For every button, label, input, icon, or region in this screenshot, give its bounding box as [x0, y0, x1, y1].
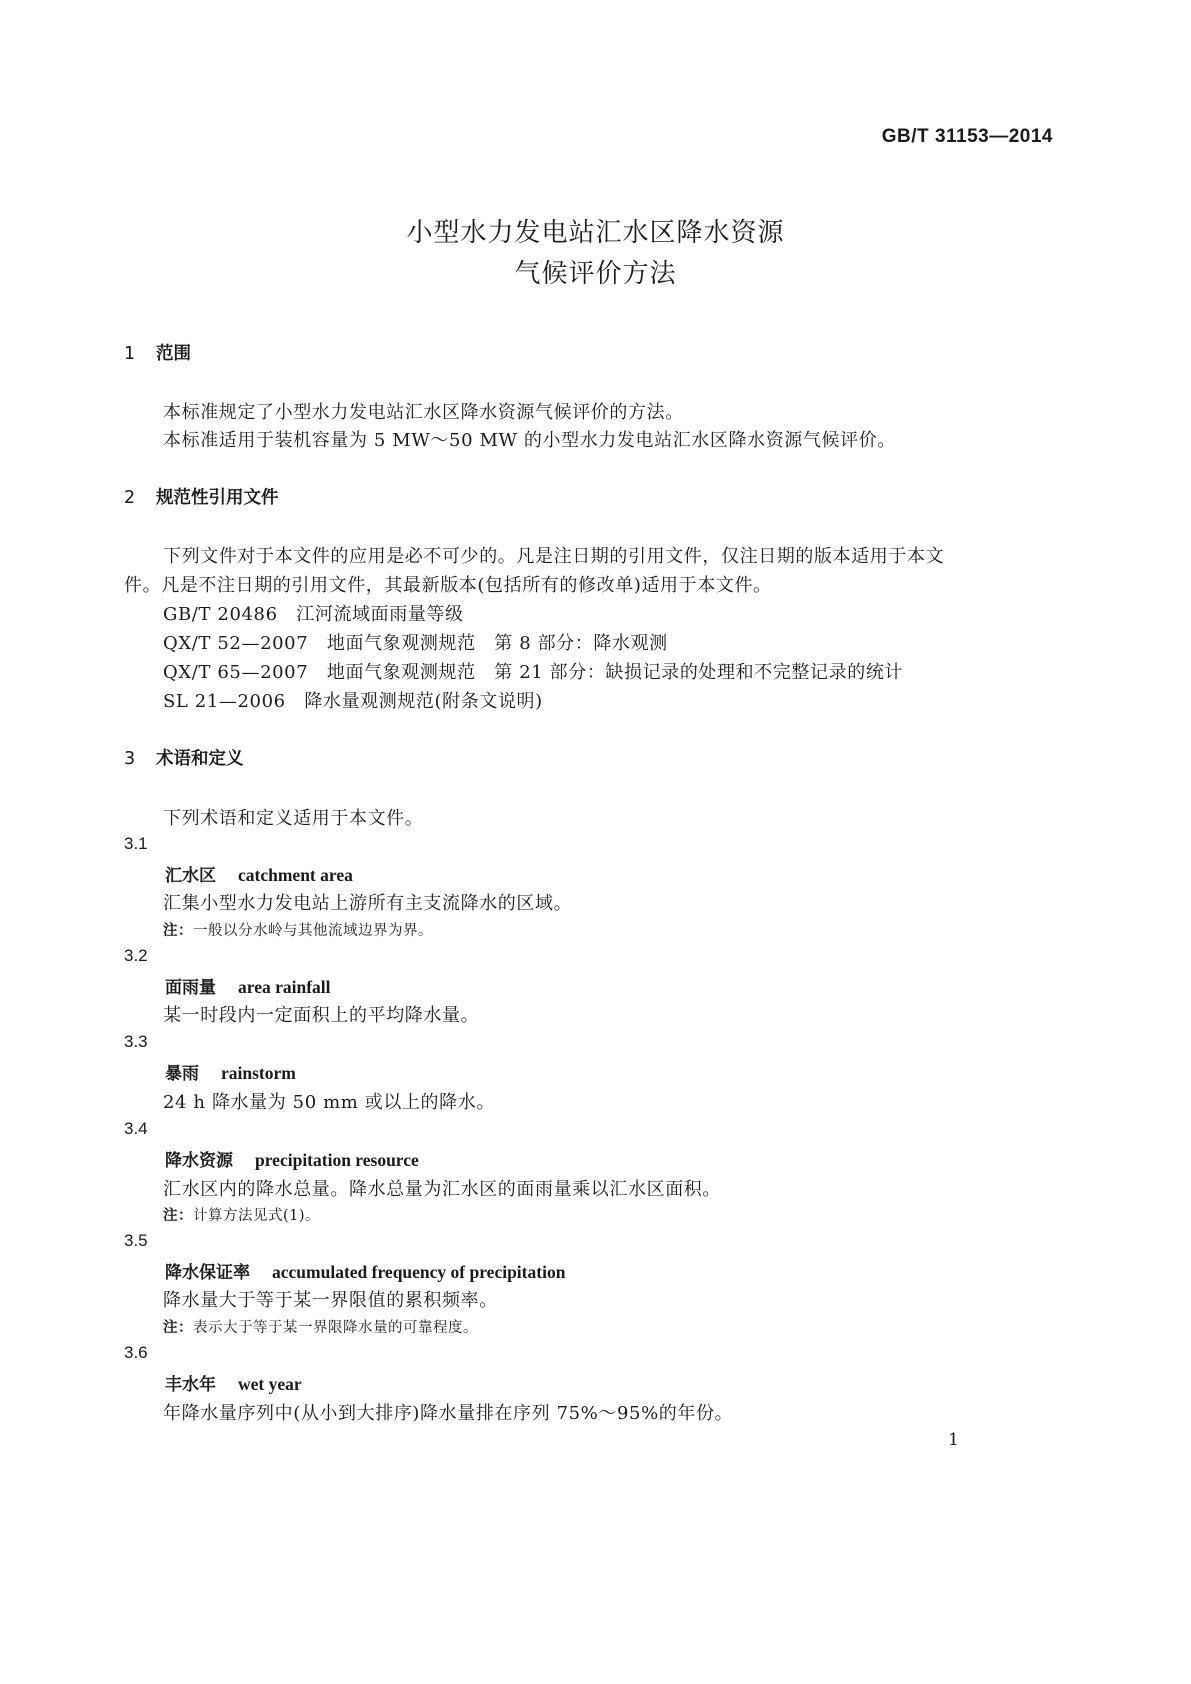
standard-code: GB/T 31153—2014 [881, 126, 1053, 147]
section-3-heading [124, 745, 244, 770]
paragraph: 下列文件对于本文件的应用是必不可少的。凡是注日期的引用文件，仅注日期的版本适用于本文 [163, 546, 945, 567]
note-text: 计算方法见式(1)。 [193, 1208, 321, 1224]
section-1-heading [124, 340, 191, 365]
paragraph: 下列术语和定义适用于本文件。 [163, 808, 424, 829]
note-label: 注： [163, 1208, 193, 1224]
term-zh: 降水保证率 [165, 1263, 250, 1283]
reference-item: QX/T 65—2007 地面气象观测规范 第 21 部分：缺损记录的处理和不完整记录的统计 [163, 662, 904, 683]
page-number: 1 [948, 1430, 959, 1450]
term-definition: 某一时段内一定面积上的平均降水量。 [163, 1005, 480, 1026]
term-zh: 面雨量 [165, 978, 216, 998]
document-title-line1: 小型水力发电站汇水区降水资源 [406, 218, 785, 248]
term-zh: 暴雨 [165, 1064, 199, 1084]
term-heading [165, 1146, 419, 1171]
reference-item: QX/T 52—2007 地面气象观测规范 第 8 部分：降水观测 [163, 633, 668, 654]
section-number: 2 [124, 488, 136, 508]
document-title-line2: 气候评价方法 [514, 259, 677, 289]
paragraph: 本标准适用于装机容量为 5 MW～50 MW 的小型水力发电站汇水区降水资源气候评价。 [163, 430, 896, 451]
term-en: wet year [238, 1374, 302, 1394]
term-number: 3.5 [124, 1231, 148, 1250]
reference-item: GB/T 20486 江河流域面雨量等级 [163, 604, 464, 625]
term-definition: 年降水量序列中(从小到大排序)降水量排在序列 75%～95%的年份。 [163, 1403, 734, 1424]
term-note [163, 919, 433, 940]
section-title: 规范性引用文件 [156, 488, 279, 508]
note-label: 注： [163, 1320, 193, 1336]
term-definition: 汇水区内的降水总量。降水总量为汇水区的面雨量乘以汇水区面积。 [163, 1179, 721, 1200]
term-heading [165, 973, 331, 998]
term-en: rainstorm [221, 1063, 296, 1083]
term-note [163, 1316, 478, 1337]
section-title: 术语和定义 [156, 749, 244, 769]
section-2-heading [124, 484, 279, 509]
term-number: 3.2 [124, 946, 148, 965]
term-number: 3.3 [124, 1032, 148, 1051]
term-heading [165, 1059, 296, 1084]
term-en: area rainfall [238, 977, 331, 997]
note-label: 注： [163, 923, 193, 939]
term-heading [165, 1258, 565, 1283]
section-title: 范围 [156, 344, 191, 364]
section-number: 3 [124, 749, 136, 769]
term-en: catchment area [238, 865, 353, 885]
term-en: accumulated frequency of precipitation [272, 1262, 566, 1282]
section-number: 1 [124, 344, 136, 364]
term-zh: 降水资源 [165, 1151, 233, 1171]
term-number: 3.1 [124, 834, 148, 853]
note-text: 一般以分水岭与其他流域边界为界。 [193, 923, 433, 939]
reference-item: SL 21—2006 降水量观测规范(附条文说明) [163, 691, 543, 712]
term-definition: 24 h 降水量为 50 mm 或以上的降水。 [163, 1092, 495, 1113]
term-zh: 汇水区 [165, 866, 216, 886]
term-number: 3.4 [124, 1119, 148, 1138]
term-definition: 降水量大于等于某一界限值的累积频率。 [163, 1290, 498, 1311]
term-number: 3.6 [124, 1343, 148, 1362]
term-heading [165, 861, 353, 886]
term-note [163, 1204, 320, 1225]
note-text: 表示大于等于某一界限降水量的可靠程度。 [193, 1320, 478, 1336]
term-heading [165, 1370, 302, 1395]
term-definition: 汇集小型水力发电站上游所有主支流降水的区域。 [163, 893, 573, 914]
paragraph: 本标准规定了小型水力发电站汇水区降水资源气候评价的方法。 [163, 402, 684, 423]
paragraph: 件。凡是不注日期的引用文件，其最新版本(包括所有的修改单)适用于本文件。 [124, 575, 772, 596]
term-zh: 丰水年 [165, 1375, 216, 1395]
term-en: precipitation resource [255, 1150, 419, 1170]
